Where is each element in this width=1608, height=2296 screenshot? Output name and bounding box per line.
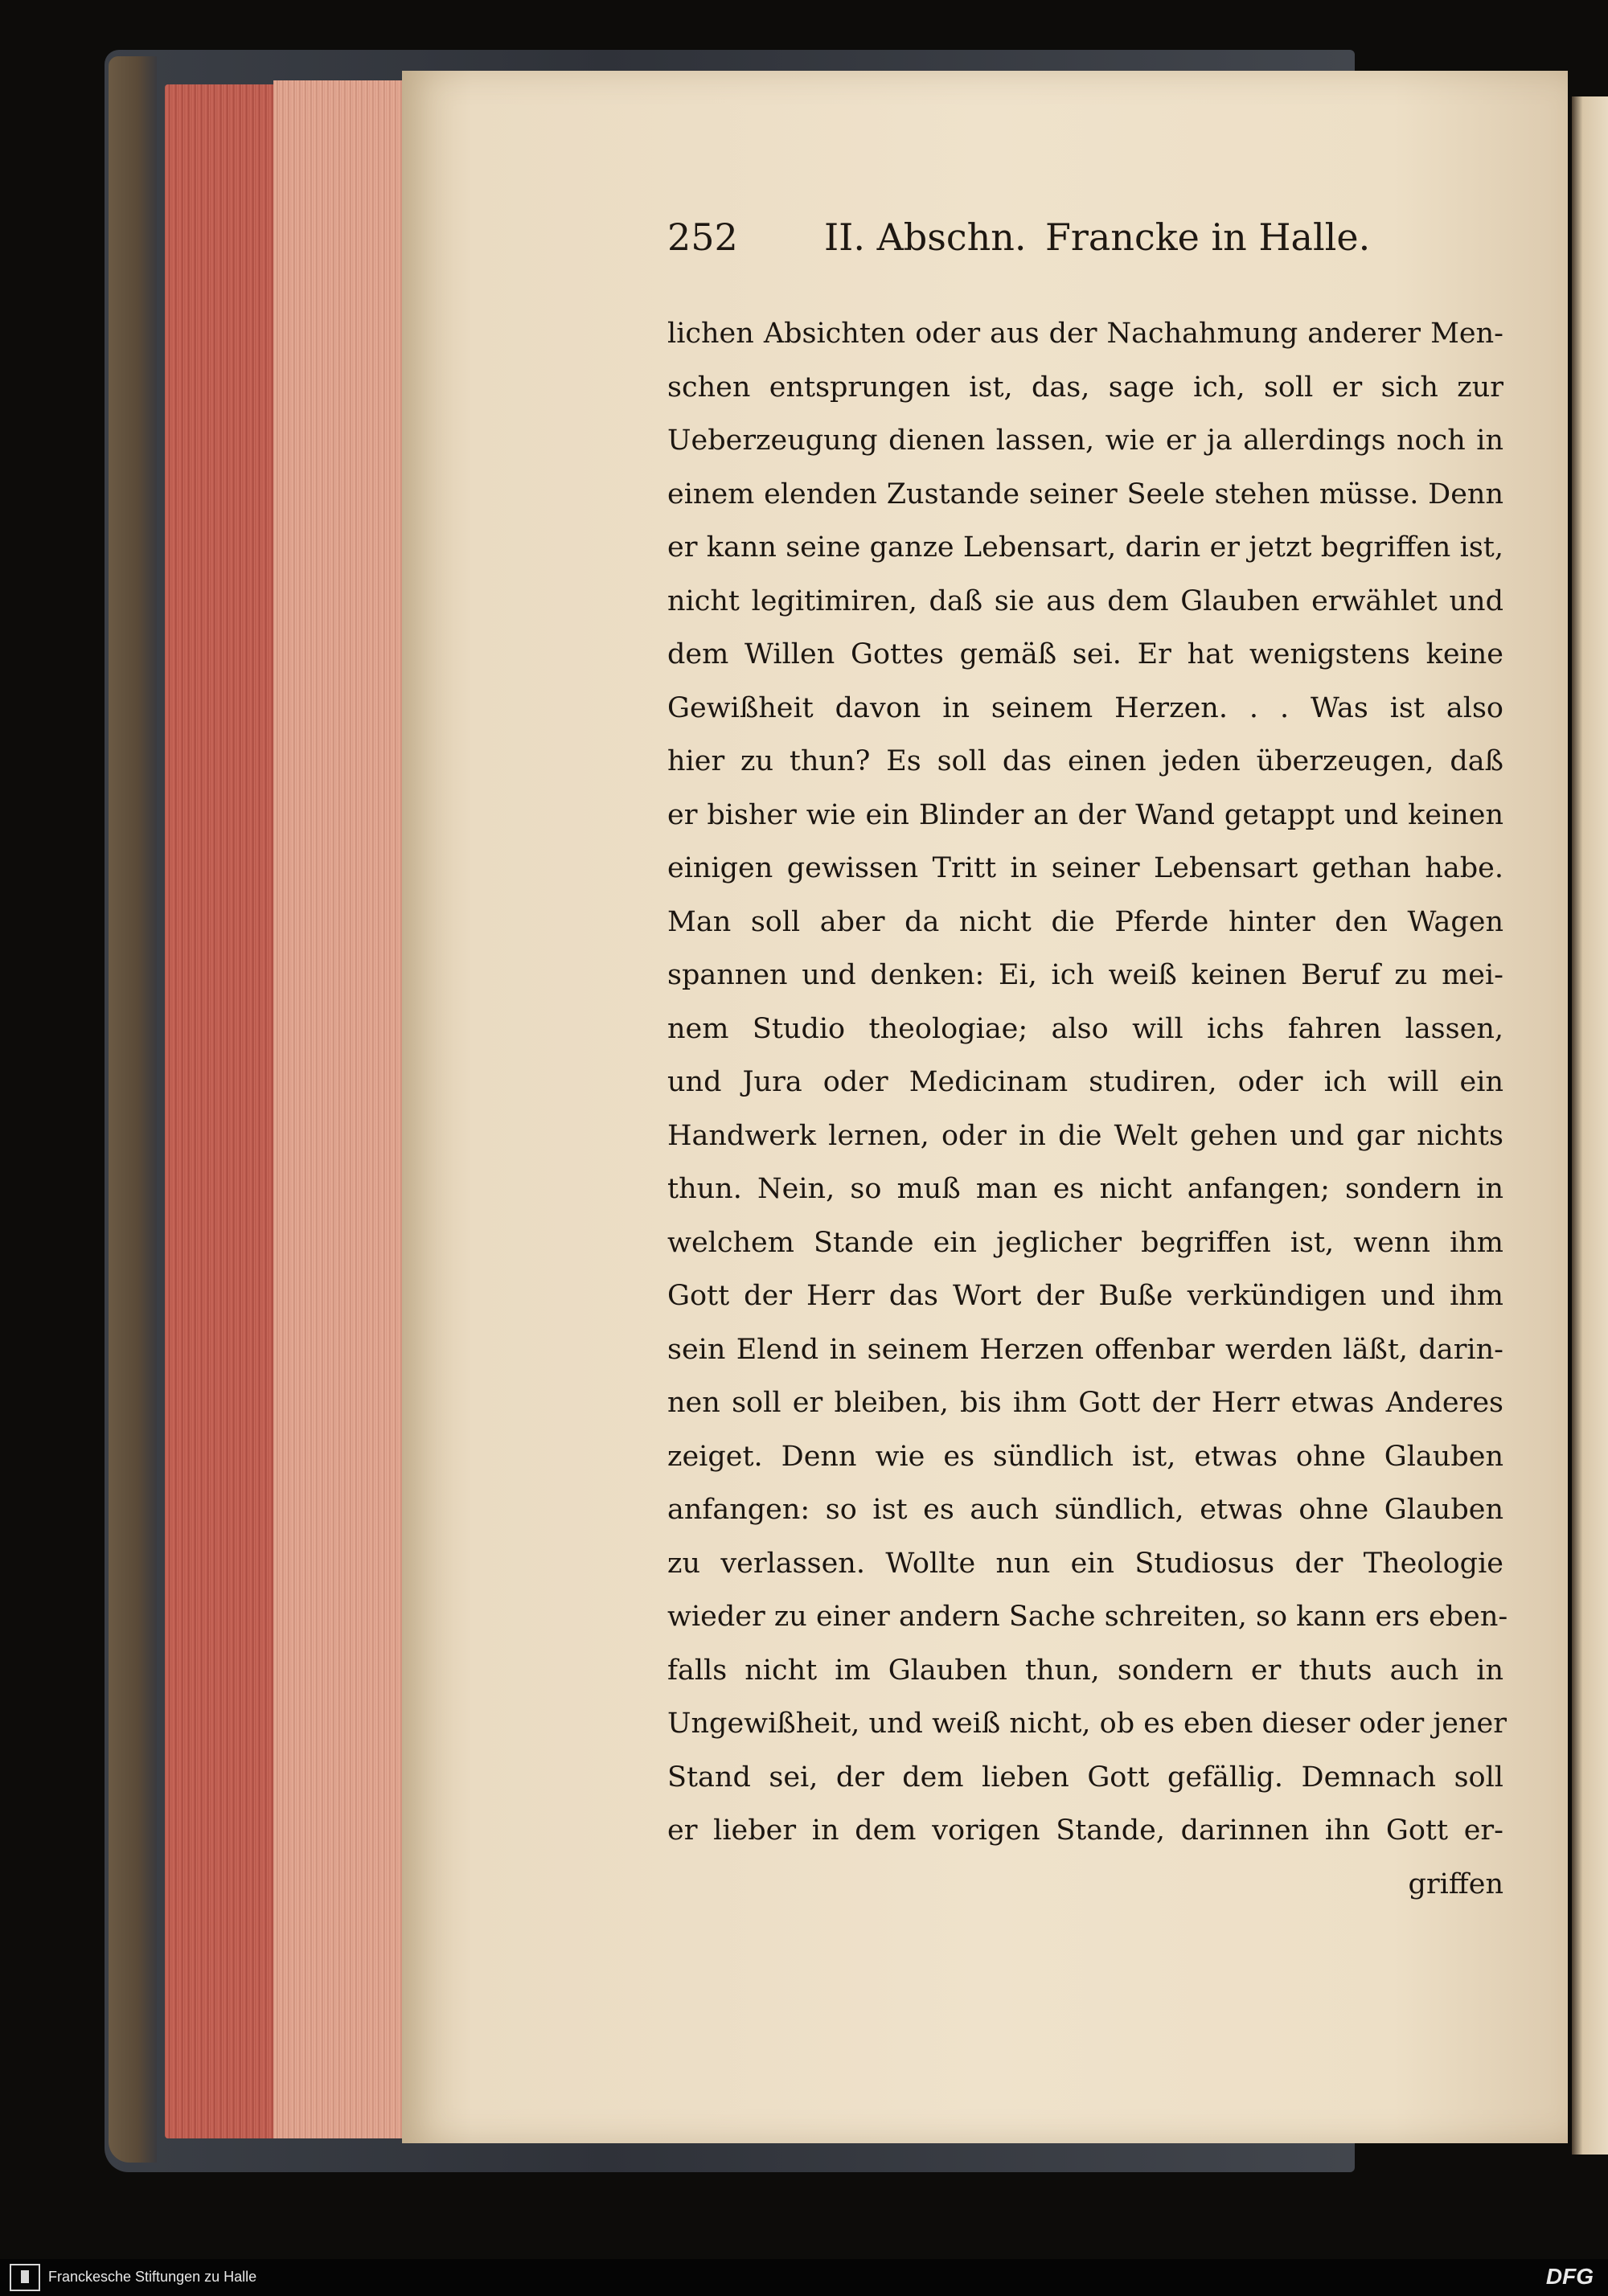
text-line: Handwerk lernen, oder in die Welt gehen und gar nichts [667, 1119, 1503, 1152]
text-line: zu verlassen. Wollte nun ein Studiosus der Theologie [667, 1547, 1503, 1580]
running-title: Francke in Halle. [1045, 215, 1371, 259]
facing-page-edge [1572, 96, 1608, 2155]
text-line: dem Willen Gottes gemäß sei. Er hat wenigstens keine [667, 638, 1503, 670]
text-line: sein Elend in seinem Herzen offenbar werden läßt, darin- [667, 1333, 1503, 1366]
page-header [667, 215, 1520, 272]
text-line: einem elenden Zustande seiner Seele stehen müsse. Denn [667, 478, 1503, 510]
page-block-light-edge [273, 80, 406, 2138]
book-spine-edge [109, 56, 157, 2163]
text-line: wieder zu einer andern Sache schreiten, so kann ers eben- [667, 1601, 1508, 1633]
text-line: er lieber in dem vorigen Stande, darinnen ihn Gott er- [667, 1814, 1503, 1847]
footer-bar [0, 2259, 1608, 2296]
text-line: nen soll er bleiben, bis ihm Gott der Herr etwas Anderes [667, 1387, 1503, 1419]
text-line: er bisher wie ein Blinder an der Wand getappt und keinen [667, 798, 1503, 831]
text-line: anfangen: so ist es auch sündlich, etwas ohne Glauben [667, 1494, 1503, 1526]
page-number: 252 [667, 215, 738, 259]
institution-logo-icon [10, 2264, 40, 2291]
text-line: lichen Absichten oder aus der Nachahmung anderer Men- [667, 318, 1503, 350]
catchword: griffen [1408, 1868, 1503, 1900]
text-line: Ungewißheit, und weiß nicht, ob es eben dieser oder jener [667, 1708, 1507, 1740]
text-line: Man soll aber da nicht die Pferde hinter den Wagen [667, 905, 1503, 938]
body-text [667, 307, 1508, 1911]
text-line: falls nicht im Glauben thun, sondern er thuts auch in [667, 1654, 1503, 1687]
text-line: schen entsprungen ist, das, sage ich, soll er sich zur [667, 371, 1503, 404]
text-line: Gewißheit davon in seinem Herzen. . . Was ist also [667, 691, 1503, 724]
text-line: spannen und denken: Ei, ich weiß keinen Beruf zu mei- [667, 959, 1503, 991]
text-line: Gott der Herr das Wort der Buße verkündigen und ihm [667, 1280, 1503, 1312]
text-line: er kann seine ganze Lebensart, darin er jetzt begriffen ist, [667, 531, 1503, 564]
footer-institution: Franckesche Stiftungen zu Halle [48, 2269, 257, 2285]
text-line: welchem Stande ein jeglicher begriffen ist, wenn ihm [667, 1226, 1503, 1259]
section-label: II. Abschn. [824, 215, 1027, 259]
text-line: einigen gewissen Tritt in seiner Lebensart gethan habe. [667, 852, 1503, 884]
text-line: thun. Nein, so muß man es nicht anfangen; sondern in [667, 1173, 1503, 1205]
dfg-logo: DFG [1545, 2264, 1594, 2289]
text-line: nem Studio theologiae; also will ichs fahren lassen, [667, 1012, 1503, 1045]
text-line: zeiget. Denn wie es sündlich ist, etwas ohne Glauben [667, 1440, 1503, 1473]
text-line: hier zu thun? Es soll das einen jeden überzeugen, daß [667, 745, 1503, 777]
text-line: Stand sei, der dem lieben Gott gefällig. Demnach soll [667, 1761, 1503, 1794]
text-line: Ueberzeugung dienen lassen, wie er ja allerdings noch in [667, 424, 1503, 457]
text-line: nicht legitimiren, daß sie aus dem Glauben erwählet und [667, 584, 1503, 617]
text-line: und Jura oder Medicinam studiren, oder ich will ein [667, 1066, 1503, 1098]
